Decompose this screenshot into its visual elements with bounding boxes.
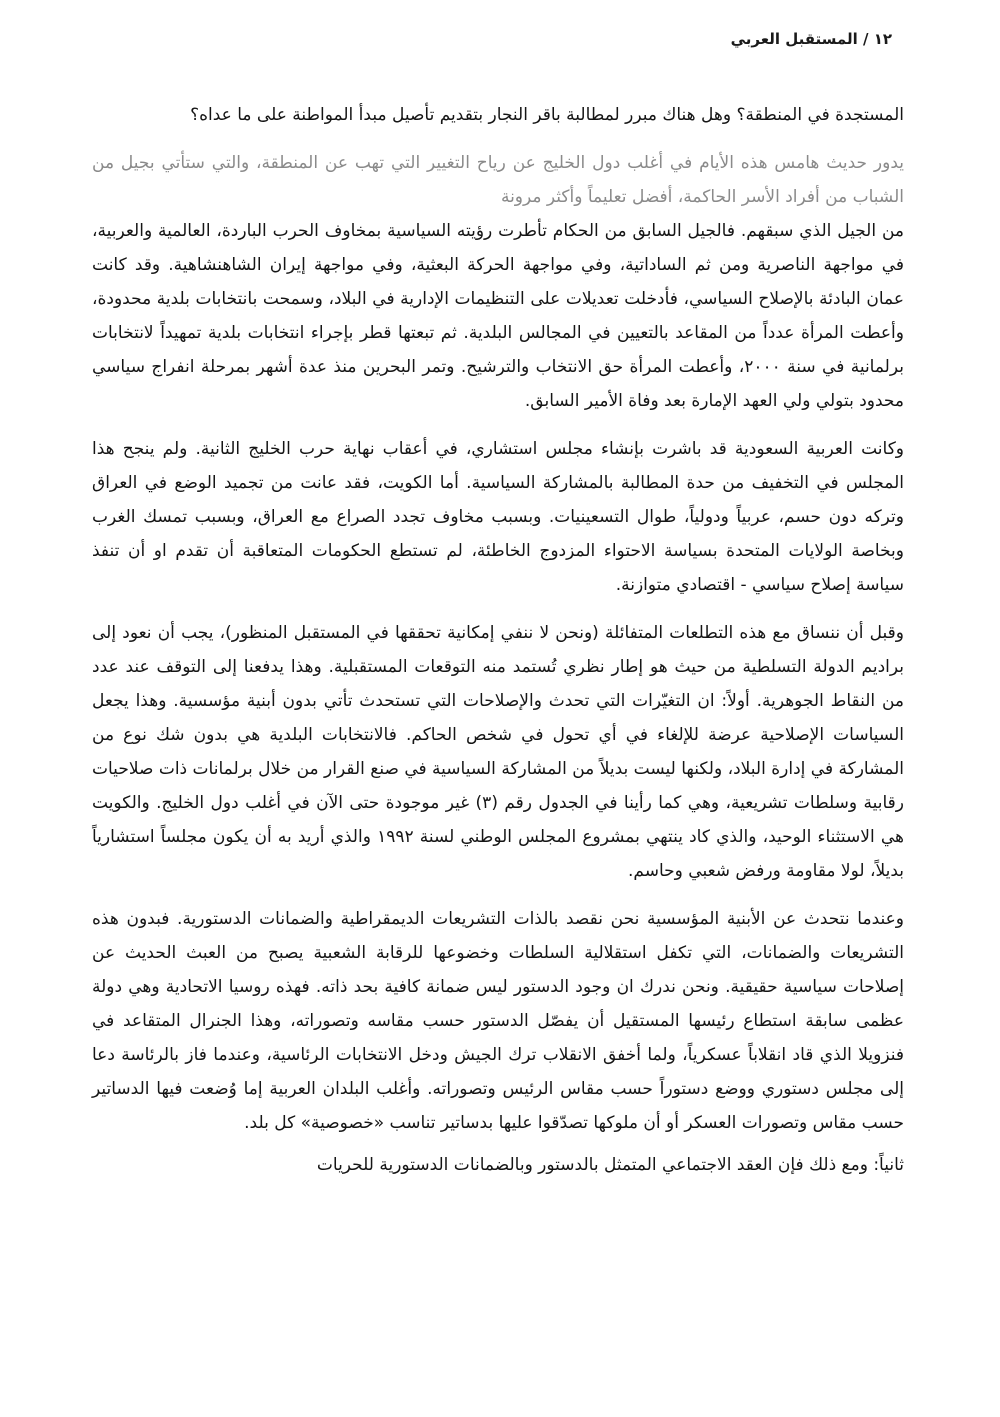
faded-paragraph: يدور حديث هامس هذه الأيام في أغلب دول الخليج عن رياح التغيير التي تهب عن المنطقة، والتي ستأتي بجيل من الشباب من أفراد الأسر الحاكمة، أفضل تعليماً وأكثر مرونة [92, 153, 904, 207]
running-head: ١٢ / المستقبل العربي [730, 30, 892, 48]
paragraph-5: وعندما نتحدث عن الأبنية المؤسسية نحن نقصد بالذات التشريعات الديمقراطية والضمانات الدستورية. فبدون هذه التشريعات والضمانات، التي تكفل استقلالية السلطات وخضوعها للرقابة الشعبية يصبح من العبث الحديث عن إصلاحات سياسية حقيقية. ونحن ندرك ان وجود الدستور ليس ضمانة كافية بحد ذاته. فهذه روسيا الاتحادية وهي دولة عظمى سابقة استطاع رئيسها المستقيل أن يفصّل الدستور حسب مقاسه وتصوراته، وهذا الجنرال المتقاعد في فنزويلا الذي قاد انقلاباً عسكرياً، ولما أخفق الانقلاب ترك الجيش ودخل الانتخابات الرئاسية، وعندما فاز بالرئاسة دعا إلى مجلس دستوري ووضع دستوراً حسب مقاس الرئيس وتصوراته. وأغلب البلدان العربية إما وُضعت فيها الدساتير حسب مقاس وتصورات العسكر أو أن ملوكها تصدّقوا عليها بدساتير تناسب «خصوصية» كل بلد. [92, 909, 904, 1133]
paragraph-2: من الجيل الذي سبقهم. فالجيل السابق من الحكام تأطرت رؤيته السياسية بمخاوف الحرب الباردة، العالمية والعربية، في مواجهة الناصرية ومن ثم الساداتية، وفي مواجهة الحركة البعثية، وفي مواجهة إيران الشاهنشاهية. وقد كانت عمان البادئة بالإصلاح السياسي، فأدخلت تعديلات على التنظيمات الإدارية في البلاد، وسمحت بانتخابات بلدية محدودة، وأعطت المرأة عدداً من المقاعد بالتعيين في المجالس البلدية. ثم تبعتها قطر بإجراء انتخابات بلدية تمهيداً لانتخابات برلمانية في سنة ٢٠٠٠، وأعطت المرأة حق الانتخاب والترشيح. وتمر البحرين منذ عدة أشهر بمرحلة انفراج سياسي محدود بتولي ولي العهد الإمارة بعد وفاة الأمير السابق. [92, 221, 904, 411]
page-body [92, 98, 904, 1182]
paragraph-6: ثانياً: ومع ذلك فإن العقد الاجتماعي المتمثل بالدستور وبالضمانات الدستورية للحريات [316, 1155, 904, 1175]
paragraph-4: وقبل أن ننساق مع هذه التطلعات المتفائلة (ونحن لا ننفي إمكانية تحققها في المستقبل المنظور)، يجب أن نعود إلى براديم الدولة التسلطية من حيث هو إطار نظري تُستمد منه التوقعات المستقبلية. وهذا يدفعنا إلى التوقف عند عدد من النقاط الجوهرية. أولاً: ان التغيّرات التي تحدث والإصلاحات التي تستحدث تأتي بدون أبنية مؤسسية. وهذا يجعل السياسات الإصلاحية عرضة للإلغاء في أي تحول في شخص الحاكم. فالانتخابات البلدية هي بدون شك نوع من المشاركة في إدارة البلاد، ولكنها ليست بديلاً من المشاركة السياسية في صنع القرار من خلال برلمانات ذات صلاحيات رقابية وسلطات تشريعية، وهي كما رأينا في الجدول رقم (٣) غير موجودة حتى الآن في أغلب دول الخليج. والكويت هي الاستثناء الوحيد، والذي كاد ينتهي بمشروع المجلس الوطني لسنة ١٩٩٢ والذي أريد به أن يكون مجلساً استشارياً بديلاً، لولا مقاومة ورفض شعبي وحاسم. [92, 623, 904, 881]
paragraph-1: المستجدة في المنطقة؟ وهل هناك مبرر لمطالبة باقر النجار بتقديم تأصيل مبدأ المواطنة على ما عداه؟ [190, 105, 904, 125]
paragraph-3: وكانت العربية السعودية قد باشرت بإنشاء مجلس استشاري، في أعقاب نهاية حرب الخليج الثانية. ولم ينجح هذا المجلس في التخفيف من حدة المطالبة بالمشاركة السياسية. أما الكويت، فقد عانت من تجميد الوضع في العراق وتركه دون حسم، عربياً ودولياً، طوال التسعينيات. وبسبب مخاوف تجدد الصراع مع العراق، وبسبب تمسك الغرب وبخاصة الولايات المتحدة بسياسة الاحتواء المزدوج الخاطئة، لم تستطع الحكومات المتعاقبة أن تقدم او أن تنفذ سياسة إصلاح سياسي - اقتصادي متوازنة. [92, 439, 904, 595]
